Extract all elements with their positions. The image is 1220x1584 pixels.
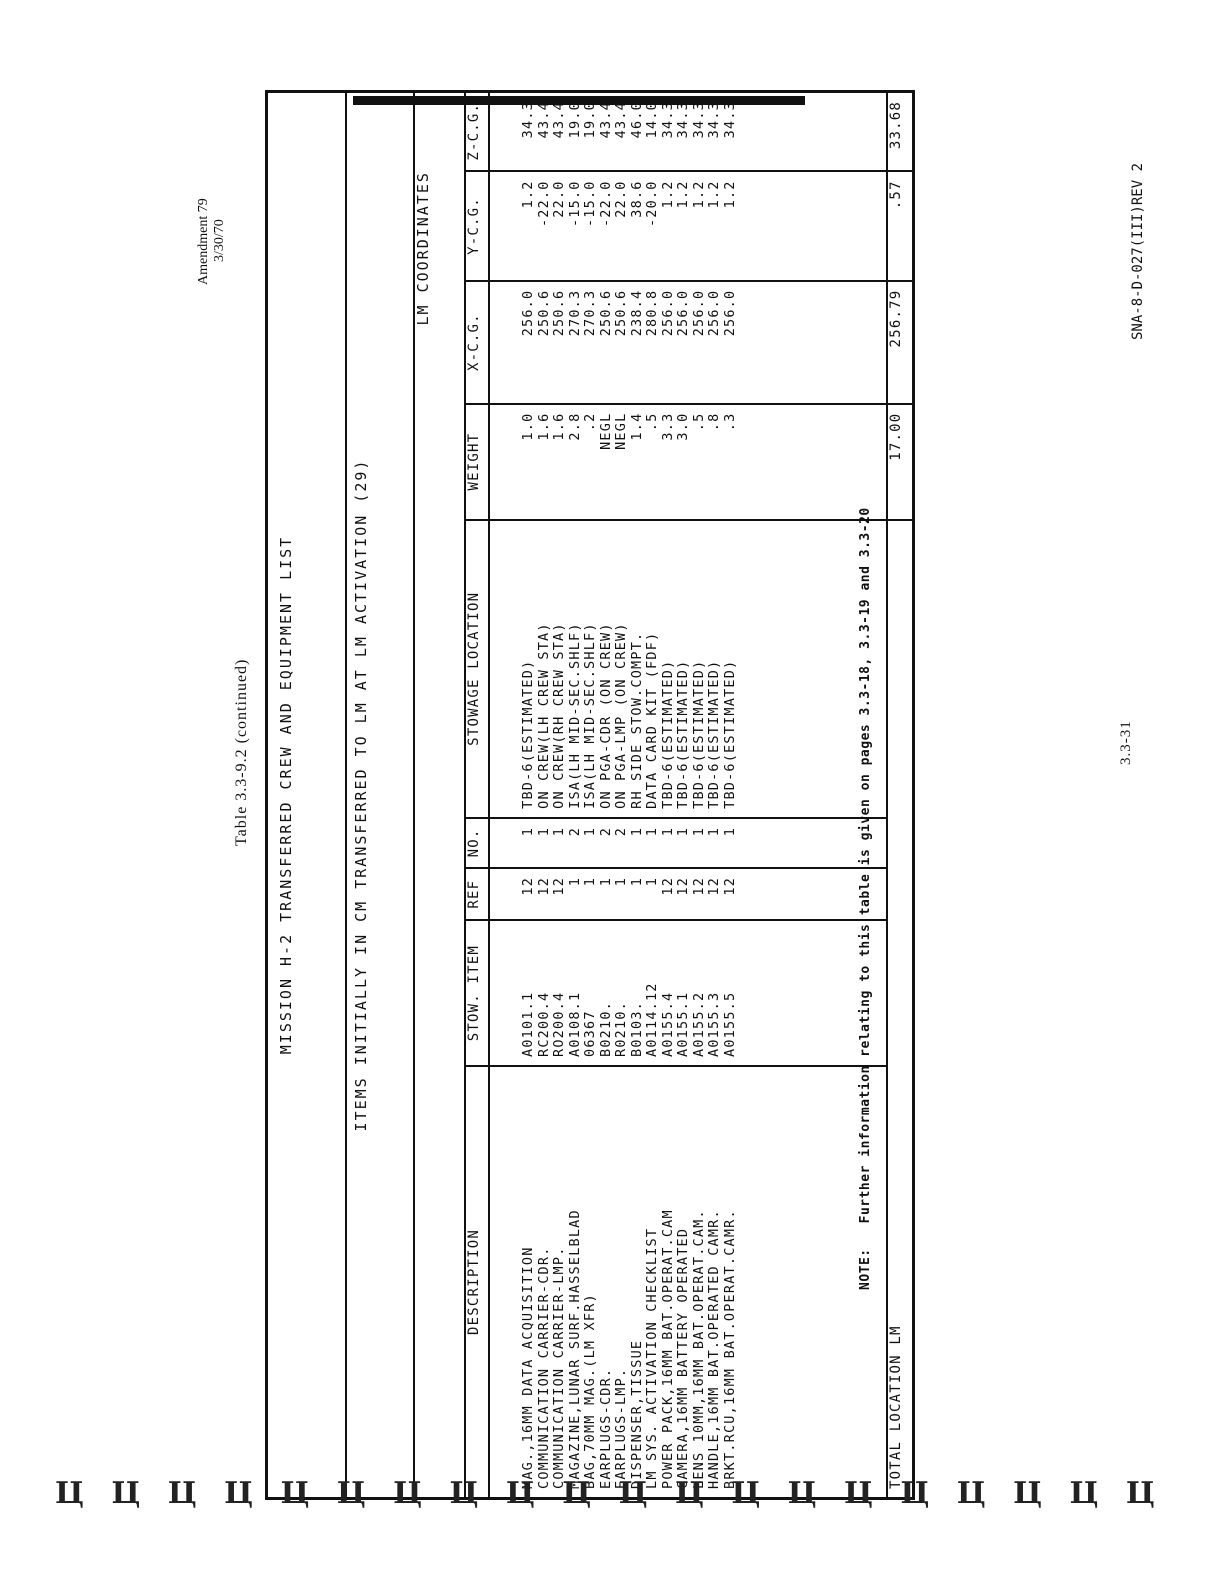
footer-glyph: Ц — [1013, 1476, 1043, 1511]
col-ref: REF — [465, 868, 489, 920]
col-stow-item: STOW. ITEM — [465, 920, 489, 1066]
footer-glyph: Ц — [787, 1476, 817, 1511]
footer-glyph: Ц — [731, 1476, 761, 1511]
y-cg-cells: 1.2 -22.0 22.0 -15.0 -15.0 -22.0 22.0 38.6 -20.0 1.2 1.2 1.2 1.2 1.2 — [489, 171, 887, 280]
stow-item-cells: A0101.1 RC200.4 RO200.4 A0108.1 06367 B0210. R0210. B0103. A0114.12 A0155.4 A0155.1 A0155.2 A0155.3 A0155.5 — [489, 920, 887, 1066]
ref-cells: 12 12 12 1 1 1 1 1 1 12 12 12 12 12 — [489, 868, 887, 920]
col-x-cg: X-C.G. — [465, 281, 489, 404]
col-z-cg: Z-C.G. — [465, 92, 489, 172]
note-text: Further information relating to this table is given on pages 3.3-18, 3.3-19 and 3.3-20 — [858, 507, 873, 1224]
footer-glyph: Ц — [562, 1476, 592, 1511]
footer-glyph: Ц — [674, 1476, 704, 1511]
footer-glyph: Ц — [1125, 1476, 1155, 1511]
table-caption: Table 3.3-9.2 (continued) — [233, 658, 250, 846]
footer-glyph: Ц — [280, 1476, 310, 1511]
footer-glyph: Ц — [844, 1476, 874, 1511]
footer-glyph: Ц — [956, 1476, 986, 1511]
table-subtitle: ITEMS INITIALLY IN CM TRANSFERRED TO LM AT LM ACTIVATION (29) — [346, 92, 414, 1499]
total-z-cg: 33.68 — [887, 92, 914, 172]
col-weight: WEIGHT — [465, 404, 489, 520]
stowage-location-cells: TBD-6(ESTIMATED) ON CREW(LH CREW STA) ON CREW(RH CREW STA) ISA(LH MID-SEC.SHLF) ISA(LH MID-SEC.SHLF) ON PGA-CDR (ON CREW) ON PGA-LMP (ON CREW) RH SIDE STOW.COMPT. DATA CARD KIT (FDF) TBD-6(ESTIMATED) TBD-6(ESTIMATED) TBD-6(ESTIMATED) TBD-6(ESTIMATED) TBD-6(ESTIMATED) — [489, 520, 887, 818]
col-y-cg: Y-C.G. — [465, 171, 489, 280]
description-cells: MAG.,16MM DATA ACQUISITION COMMUNICATION CARRIER-CDR. COMMUNICATION CARRIER-LMP. MAGAZINE,LUNAR SURF.HASSELBLAD BAG,70MM MAG.(LM XFR) EARPLUGS-CDR. EARPLUGS-LMP. DISPENSER,TISSUE LM SYS. ACTIVATION CHECKLIST POWER PACK,16MM BAT.OPERAT.CAM CAMERA,16MM BATTERY OPERATED LENS 10MM,16MM BAT.OPERAT.CAM. HANDLE,16MM BAT.OPERATED CAMR. BRKT.RCU,16MM BAT.OPERAT.CAMR. — [489, 1066, 887, 1499]
total-weight: 17.00 — [887, 404, 914, 520]
footer-glyph: Ц — [505, 1476, 535, 1511]
page-number: 3.3-31 — [1118, 720, 1134, 765]
footer-glyph: Ц — [1069, 1476, 1099, 1511]
equipment-table — [265, 90, 915, 1500]
z-cg-cells: 34.3 43.4 43.4 19.0 19.0 43.4 43.4 46.0 14.0 34.3 34.3 34.3 34.3 34.3 — [489, 92, 887, 172]
footer-glyph: Ц — [55, 1476, 84, 1511]
footer-glyph: Ц — [449, 1476, 479, 1511]
col-stowage-location: STOWAGE LOCATION — [465, 520, 489, 818]
note-label: NOTE: — [858, 1248, 873, 1290]
col-no: NO. — [465, 818, 489, 868]
no-cells: 1 1 1 2 1 2 2 1 1 1 1 1 1 1 — [489, 818, 887, 868]
lm-coordinates-header: LM COORDINATES — [413, 171, 432, 326]
footer-glyph: Ц — [393, 1476, 423, 1511]
x-cg-cells: 256.0 250.6 250.6 270.3 270.3 250.6 250.6 238.4 280.8 256.0 256.0 256.0 256.0 256.0 — [489, 281, 887, 404]
total-y-cg: .57 — [887, 171, 914, 280]
total-label: TOTAL LOCATION LM — [887, 520, 914, 1499]
footer-glyph: Ц — [111, 1476, 141, 1511]
footer-glyph: Ц — [167, 1476, 197, 1511]
amendment-label: Amendment 79 — [196, 198, 211, 285]
col-description: DESCRIPTION — [465, 1066, 489, 1499]
table-note — [858, 507, 873, 1290]
equipment-list-table — [265, 90, 915, 1500]
footer-glyph: Ц — [224, 1476, 254, 1511]
footer-glyph: Ц — [336, 1476, 366, 1511]
total-x-cg: 256.79 — [887, 281, 914, 404]
footer-glyph: Ц — [900, 1476, 930, 1511]
amendment-date: 3/30/70 — [212, 219, 227, 262]
footer-glyph-strip — [55, 1476, 1155, 1516]
table-title: MISSION H-2 TRANSFERRED CREW AND EQUIPMENT LIST — [267, 92, 347, 1499]
footer-glyph: Ц — [618, 1476, 648, 1511]
document-id: SNA-8-D-027(III)REV 2 — [1130, 162, 1146, 340]
weight-cells: 1.0 1.6 1.6 2.8 .2 NEGL NEGL 1.4 .5 3.3 3.0 .5 .8 .3 — [489, 404, 887, 520]
